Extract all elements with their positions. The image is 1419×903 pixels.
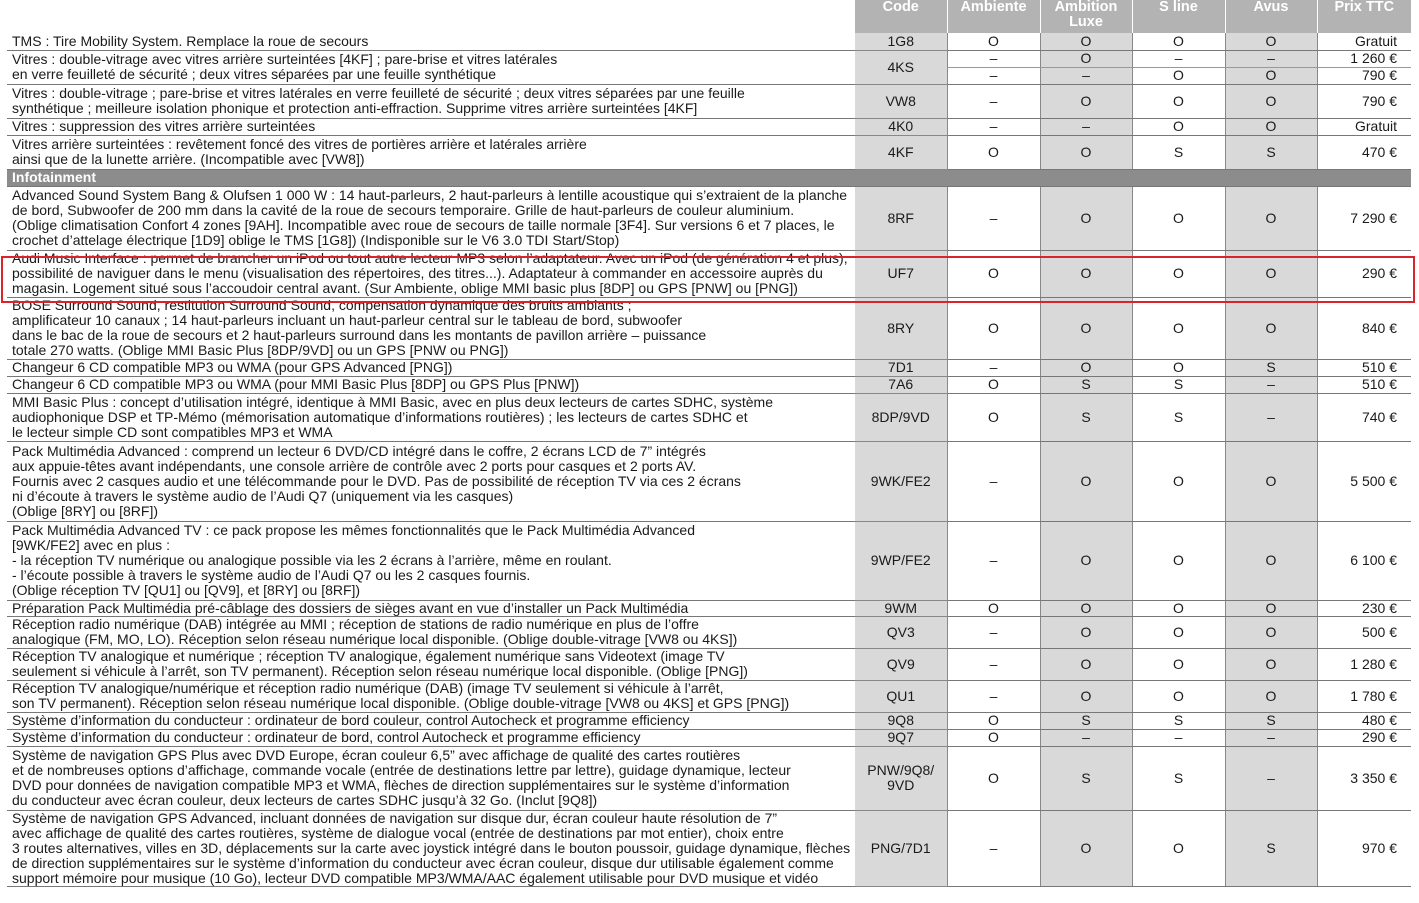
table-row (7, 521, 1411, 600)
ambiente-value: – (947, 118, 1040, 135)
header-code: Code (855, 0, 947, 33)
table-row (7, 84, 1411, 118)
price-value: 6 100 € (1317, 521, 1411, 600)
avus-value: O (1225, 84, 1317, 118)
ambition-luxe-value: O (1040, 521, 1132, 600)
option-description: Préparation Pack Multimédia pré-câblage des dossiers de sièges avant en vue d’installer un Pack Multimédia (7, 600, 855, 616)
option-code: 4K0 (855, 118, 947, 135)
s-line-value: O (1132, 250, 1225, 297)
option-description: Système de navigation GPS Plus avec DVD Europe, écran couleur 6,5” avec affichage de qualité des cartes routières et de nombreuses options d’affichage, commande vocale (entrée de destinations lettre par lettre), guidage dynamique, lecteur DVD pour données de navigation compatible MP3 et WMA, flèches de direction supplémentaires sur le système d’information du conducteur avec écran couleur, deux lecteurs de cartes SDHC jusqu’à 32 Go. (Inclut [9Q8]) (7, 746, 855, 810)
option-description: Pack Multimédia Advanced TV : ce pack propose les mêmes fonctionnalités que le Pack Multimédia Advanced [9WK/FE2] avec en plus : - la réception TV numérique ou analogique possible via les 2 écrans à l’arrière, même en roulant. - l’écoute possible à travers le système audio de l’Audi Q7 ou les 2 casques fournis. (Oblige réception TV [QU1] ou [QV9], et [8RY] ou [8RF]) (7, 521, 855, 600)
price-value: 740 € (1317, 393, 1411, 441)
option-code: 9WK/FE2 (855, 441, 947, 521)
section-row (7, 169, 1411, 186)
ambiente-value: – (947, 186, 1040, 250)
avus-value: O (1225, 600, 1317, 616)
option-description: Vitres arrière surteintées : revêtement foncé des vitres de portières arrière et latérales arrière ainsi que de la lunette arrière. (Incompatible avec [VW8]) (7, 135, 855, 169)
header-blank (7, 0, 855, 33)
price-value: 230 € (1317, 600, 1411, 616)
ambiente-value: – (947, 680, 1040, 712)
price-value: 970 € (1317, 810, 1411, 886)
table-row (7, 648, 1411, 680)
avus-value: O (1225, 648, 1317, 680)
option-code: 9WP/FE2 (855, 521, 947, 600)
option-description: Système de navigation GPS Advanced, incluant données de navigation sur disque dur, écran couleur haute résolution de 7” avec affichage de qualité des cartes routières, système de dialogue vocal (entrée de destinations par mot entier), choix entre 3 routes alternatives, villes en 3D, déplacements sur la carte avec joystick intégré dans le bouton poussoir, guidage dynamique, flèches de direction supplémentaires sur le système d’information du conducteur avec écran couleur, disque dur utilisable également comme support mémoire pour musique (10 Go), lecteur DVD compatible MP3/WMA/AAC également utilisable pour DVD musique et vidéo (7, 810, 855, 886)
avus-value: O (1225, 616, 1317, 648)
avus-value: O (1225, 297, 1317, 359)
table-row (7, 746, 1411, 810)
option-description: Système d’information du conducteur : ordinateur de bord couleur, control Autocheck et programme efficiency (7, 712, 855, 729)
s-line-value: O (1132, 810, 1225, 886)
table-row (7, 712, 1411, 729)
option-code: PNG/7D1 (855, 810, 947, 886)
option-code: 4KS (855, 50, 947, 84)
table-row (7, 297, 1411, 359)
option-description: Pack Multimédia Advanced : comprend un lecteur 6 DVD/CD intégré dans le coffre, 2 écrans LCD de 7” intégrés aux appuie-têtes avant indépendants, une console arrière de contrôle avec 2 ports pour casques et 2 ports AV. Fournis avec 2 casques audio et une télécommande pour le DVD. Pas de possibilité de réception TV via ces 2 écrans ni d’écoute à travers le système audio de l’Audi Q7 (uniquement via les casques) (Oblige [8RY] ou [8RF]) (7, 441, 855, 521)
option-description: Réception radio numérique (DAB) intégrée au MMI ; réception de stations de radio numérique en plus de l’offre analogique (FM, MO, LO). Réception selon réseau numérique local disponible. (Oblige double-vitrage [VW8 ou 4KS]) (7, 616, 855, 648)
s-line-value: O (1132, 186, 1225, 250)
s-line-value: O (1132, 84, 1225, 118)
ambiente-value: O (947, 600, 1040, 616)
ambiente-value: O (947, 746, 1040, 810)
ambition-luxe-value: O (1040, 441, 1132, 521)
header-ambition-luxe: Ambition Luxe (1040, 0, 1132, 33)
s-line-value: O (1132, 441, 1225, 521)
avus-value: O (1225, 441, 1317, 521)
option-description: BOSE Surround Sound, restitution Surround Sound, compensation dynamique des bruits ambiants ; amplificateur 10 canaux ; 14 haut-parleurs incluant un haut-parleur central sur le tableau de bord, subwoofer dans le bac de la roue de secours et 2 haut-parleurs surround dans les montants de pavillon arrière – puissance totale 270 watts. (Oblige MMI Basic Plus [8DP/9VD] ou un GPS [PNW ou PNG]) (7, 297, 855, 359)
ambiente-value: – (947, 67, 1040, 84)
avus-value: O (1225, 186, 1317, 250)
table-row (7, 135, 1411, 169)
header-avus: Avus (1225, 0, 1317, 33)
avus-value: S (1225, 712, 1317, 729)
option-code: 4KF (855, 135, 947, 169)
price-value: 3 350 € (1317, 746, 1411, 810)
ambiente-value: – (947, 648, 1040, 680)
option-description: Réception TV analogique et numérique ; réception TV analogique, également numérique sans Videotext (image TV seulement si véhicule à l’arrêt, son TV permanent). Réception selon réseau numérique local disponible. (Oblige [PNG]) (7, 648, 855, 680)
option-code: 9Q8 (855, 712, 947, 729)
ambition-luxe-value: O (1040, 84, 1132, 118)
option-code: 7D1 (855, 359, 947, 376)
price-value: 510 € (1317, 376, 1411, 393)
option-description: TMS : Tire Mobility System. Remplace la roue de secours (7, 33, 855, 50)
avus-value: – (1225, 393, 1317, 441)
ambition-luxe-value: S (1040, 376, 1132, 393)
table-row (7, 33, 1411, 50)
table-row (7, 729, 1411, 746)
ambiente-value: O (947, 393, 1040, 441)
s-line-value: S (1132, 393, 1225, 441)
ambiente-value: – (947, 84, 1040, 118)
option-code: QV9 (855, 648, 947, 680)
s-line-value: O (1132, 297, 1225, 359)
ambition-luxe-value: O (1040, 600, 1132, 616)
s-line-value: O (1132, 600, 1225, 616)
ambiente-value: O (947, 135, 1040, 169)
table-row (7, 616, 1411, 648)
avus-value: – (1225, 746, 1317, 810)
price-value: 790 € (1317, 67, 1411, 84)
avus-value: S (1225, 810, 1317, 886)
option-code: 7A6 (855, 376, 947, 393)
option-code: QU1 (855, 680, 947, 712)
ambiente-value: – (947, 616, 1040, 648)
header-s-line: S line (1132, 0, 1225, 33)
ambiente-value: – (947, 810, 1040, 886)
price-value: Gratuit (1317, 118, 1411, 135)
s-line-value: O (1132, 521, 1225, 600)
ambition-luxe-value: – (1040, 118, 1132, 135)
ambiente-value: O (947, 250, 1040, 297)
avus-value: S (1225, 359, 1317, 376)
avus-value: O (1225, 521, 1317, 600)
ambition-luxe-value: S (1040, 746, 1132, 810)
ambiente-value: – (947, 359, 1040, 376)
option-description: MMI Basic Plus : concept d’utilisation intégré, identique à MMI Basic, avec en plus deux lecteurs de cartes SDHC, système audiophonique DSP et TP-Mémo (mémorisation automatique d’informations routières) ; les lecteurs de cartes SDHC et le lecteur simple CD sont compatibles MP3 et WMA (7, 393, 855, 441)
ambition-luxe-value: O (1040, 186, 1132, 250)
price-value: 500 € (1317, 616, 1411, 648)
option-description: Changeur 6 CD compatible MP3 ou WMA (pour GPS Advanced [PNG]) (7, 359, 855, 376)
avus-value: – (1225, 376, 1317, 393)
option-code: QV3 (855, 616, 947, 648)
s-line-value: O (1132, 648, 1225, 680)
avus-value: – (1225, 729, 1317, 746)
price-value: 840 € (1317, 297, 1411, 359)
s-line-value: – (1132, 50, 1225, 67)
s-line-value: S (1132, 376, 1225, 393)
avus-value: S (1225, 135, 1317, 169)
ambition-luxe-value: O (1040, 359, 1132, 376)
option-code: 9WM (855, 600, 947, 616)
option-description: Vitres : double-vitrage avec vitres arrière surteintées [4KF] ; pare-brise et vitres latérales en verre feuilleté de sécurité ; deux vitres séparées par une feuille synthétique (7, 50, 855, 84)
avus-value: O (1225, 67, 1317, 84)
s-line-value: O (1132, 616, 1225, 648)
s-line-value: – (1132, 729, 1225, 746)
price-value: 290 € (1317, 250, 1411, 297)
avus-value: – (1225, 50, 1317, 67)
option-code: 1G8 (855, 33, 947, 50)
table-row (7, 359, 1411, 376)
option-description: Réception TV analogique/numérique et réception radio numérique (DAB) (image TV seulement si véhicule à l’arrêt, son TV permanent). Réception selon réseau numérique local disponible. (Oblige double-vitrage [VW8 ou 4KS] et GPS [PNG]) (7, 680, 855, 712)
price-value: 510 € (1317, 359, 1411, 376)
section-title: Infotainment (7, 169, 1411, 186)
s-line-value: O (1132, 359, 1225, 376)
header-prix-ttc: Prix TTC (1317, 0, 1411, 33)
ambiente-value: – (947, 441, 1040, 521)
ambition-luxe-value: S (1040, 393, 1132, 441)
s-line-value: O (1132, 118, 1225, 135)
ambition-luxe-value: O (1040, 135, 1132, 169)
price-value: 1 780 € (1317, 680, 1411, 712)
avus-value: O (1225, 250, 1317, 297)
table-row (7, 118, 1411, 135)
option-code: 8RY (855, 297, 947, 359)
ambition-luxe-value: O (1040, 616, 1132, 648)
ambition-luxe-value: O (1040, 50, 1132, 67)
ambition-luxe-value: – (1040, 729, 1132, 746)
table-row (7, 680, 1411, 712)
ambition-luxe-value: – (1040, 67, 1132, 84)
ambiente-value: O (947, 33, 1040, 50)
table-row (7, 186, 1411, 250)
price-value: 5 500 € (1317, 441, 1411, 521)
s-line-value: O (1132, 67, 1225, 84)
ambition-luxe-value: S (1040, 712, 1132, 729)
header-ambiente: Ambiente (947, 0, 1040, 33)
s-line-value: O (1132, 33, 1225, 50)
option-description: Vitres : double-vitrage ; pare-brise et vitres latérales en verre feuilleté de sécurité ; deux vitres séparées par une feuille synthétique ; meilleure isolation phonique et protection anti-effraction. Supprime vitres arrière surteintées [4KF] (7, 84, 855, 118)
table-row (7, 393, 1411, 441)
option-description: Advanced Sound System Bang & Olufsen 1 000 W : 14 haut-parleurs, 2 haut-parleurs à lentille acoustique qui s’extraient de la planche de bord, Subwoofer de 200 mm dans la cavité de la roue de secours temporaire. Grille de haut-parleurs de couleur aluminium. (Oblige climatisation Confort 4 zones [9AH]. Incompatible avec roue de secours de taille normale [3F4]. Sur versions 6 et 7 places, le crochet d’attelage électrique [1D9] oblige le TMS [1G8]) (Indisponible sur le V6 3.0 TDI Start/Stop) (7, 186, 855, 250)
ambition-luxe-value: O (1040, 648, 1132, 680)
table-row (7, 50, 1411, 67)
option-code: 8RF (855, 186, 947, 250)
option-description: Vitres : suppression des vitres arrière surteintées (7, 118, 855, 135)
ambiente-value: O (947, 729, 1040, 746)
price-value: Gratuit (1317, 33, 1411, 50)
price-value: 1 280 € (1317, 648, 1411, 680)
ambiente-value: – (947, 521, 1040, 600)
table-row (7, 600, 1411, 616)
option-code: VW8 (855, 84, 947, 118)
ambition-luxe-value: O (1040, 810, 1132, 886)
table-row (7, 441, 1411, 521)
avus-value: O (1225, 33, 1317, 50)
option-code: 8DP/9VD (855, 393, 947, 441)
price-value: 470 € (1317, 135, 1411, 169)
ambition-luxe-value: O (1040, 297, 1132, 359)
price-value: 480 € (1317, 712, 1411, 729)
table-row (7, 250, 1411, 297)
avus-value: O (1225, 680, 1317, 712)
ambition-luxe-value: O (1040, 250, 1132, 297)
ambiente-value: O (947, 297, 1040, 359)
price-value: 790 € (1317, 84, 1411, 118)
price-value: 290 € (1317, 729, 1411, 746)
avus-value: O (1225, 118, 1317, 135)
option-description: Système d’information du conducteur : ordinateur de bord, control Autocheck et programme efficiency (7, 729, 855, 746)
ambition-luxe-value: O (1040, 33, 1132, 50)
s-line-value: O (1132, 680, 1225, 712)
price-value: 1 260 € (1317, 50, 1411, 67)
s-line-value: S (1132, 135, 1225, 169)
option-description: Changeur 6 CD compatible MP3 ou WMA (pour MMI Basic Plus [8DP] ou GPS Plus [PNW]) (7, 376, 855, 393)
ambiente-value: O (947, 376, 1040, 393)
s-line-value: S (1132, 712, 1225, 729)
table-row (7, 810, 1411, 886)
ambiente-value: – (947, 50, 1040, 67)
price-value: 7 290 € (1317, 186, 1411, 250)
table-row (7, 376, 1411, 393)
options-table (7, 0, 1411, 887)
ambition-luxe-value: O (1040, 680, 1132, 712)
option-description: Audi Music Interface : permet de brancher un iPod ou tout autre lecteur MP3 selon l’adaptateur. Avec un iPod (de génération 4 et plus), possibilité de naviguer dans le menu (visualisation des répertoires, des titres...). Adaptateur à commander en accessoire auprès du magasin. Logement situé sous l’accoudoir central avant. (Sur Ambiente, oblige MMI basic plus [8DP] ou GPS [PNW] ou [PNG]) (7, 250, 855, 297)
option-code: 9Q7 (855, 729, 947, 746)
s-line-value: S (1132, 746, 1225, 810)
option-code: UF7 (855, 250, 947, 297)
ambiente-value: O (947, 712, 1040, 729)
option-code: PNW/9Q8/ 9VD (855, 746, 947, 810)
